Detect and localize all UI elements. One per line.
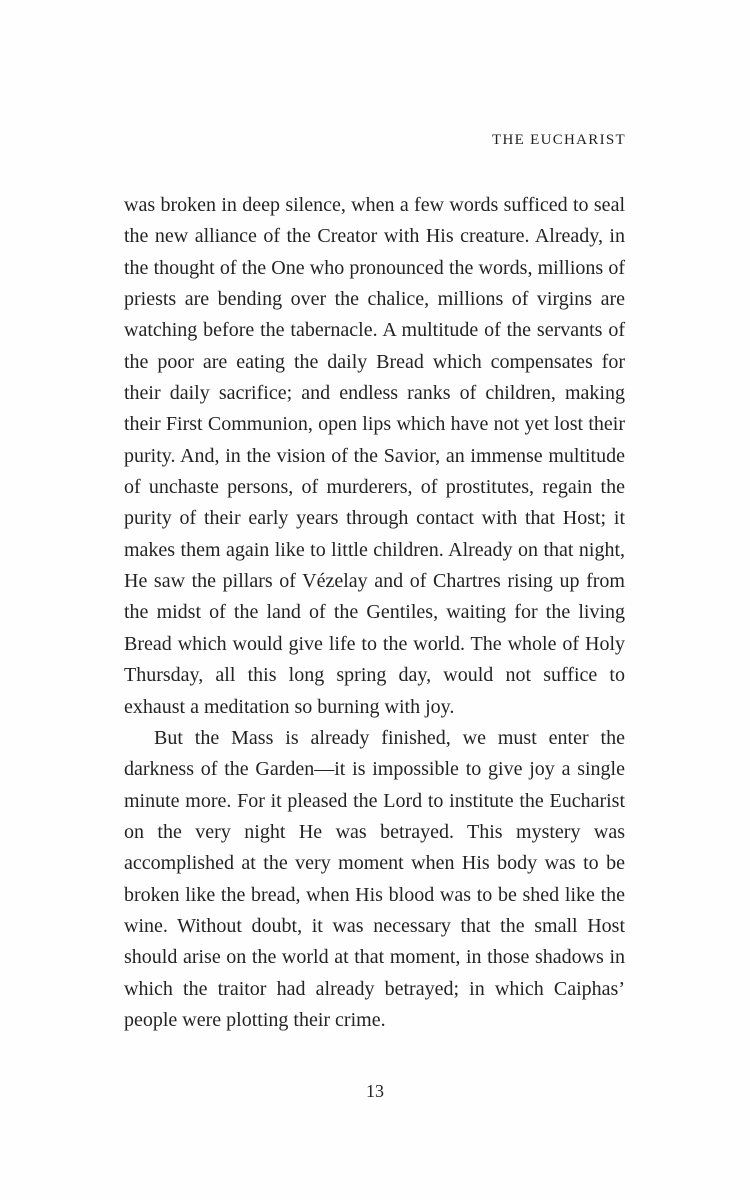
running-header: THE EUCHARIST <box>492 132 626 148</box>
paragraph-second: But the Mass is already finished, we must enter the darkness of the Garden—it is impossible to give joy a single minute more. For it pleased the Lord to institute the Eucharist on the very night He was betrayed. This mystery was accomplished at the very moment when His body was to be broken like the bread, when His blood was to be shed like the wine. Without doubt, it was necessary that the small Host should arise on the world at that moment, in those shadows in which the traitor had already betrayed; in which Caiphas’ people were plotting their crime. <box>124 726 625 1031</box>
page-number: 13 <box>366 1081 384 1101</box>
paragraph-continuation: was broken in deep silence, when a few words sufficed to seal the new alliance of the Creator with His creature. Already, in the thought of the One who pronounced the words, millions of priests are bending over the chalice, millions of virgins are watching before the tabernacle. A multitude of the servants of the poor are eating the daily Bread which compensates for their daily sacrifice; and endless ranks of children, making their First Communion, open lips which have not yet lost their purity. And, in the vision of the Savior, an immense multitude of unchaste persons, of murderers, of prostitutes, regain the purity of their early years through contact with that Host; it makes them again like to little children. Already on that night, He saw the pillars of Vézelay and of Chartres rising up from the midst of the land of the Gentiles, waiting for the living Bread which would give life to the world. The whole of Holy Thursday, all this long spring day, would not suffice to exhaust a meditation so burning with joy. <box>124 194 625 718</box>
body-text <box>124 190 625 1036</box>
